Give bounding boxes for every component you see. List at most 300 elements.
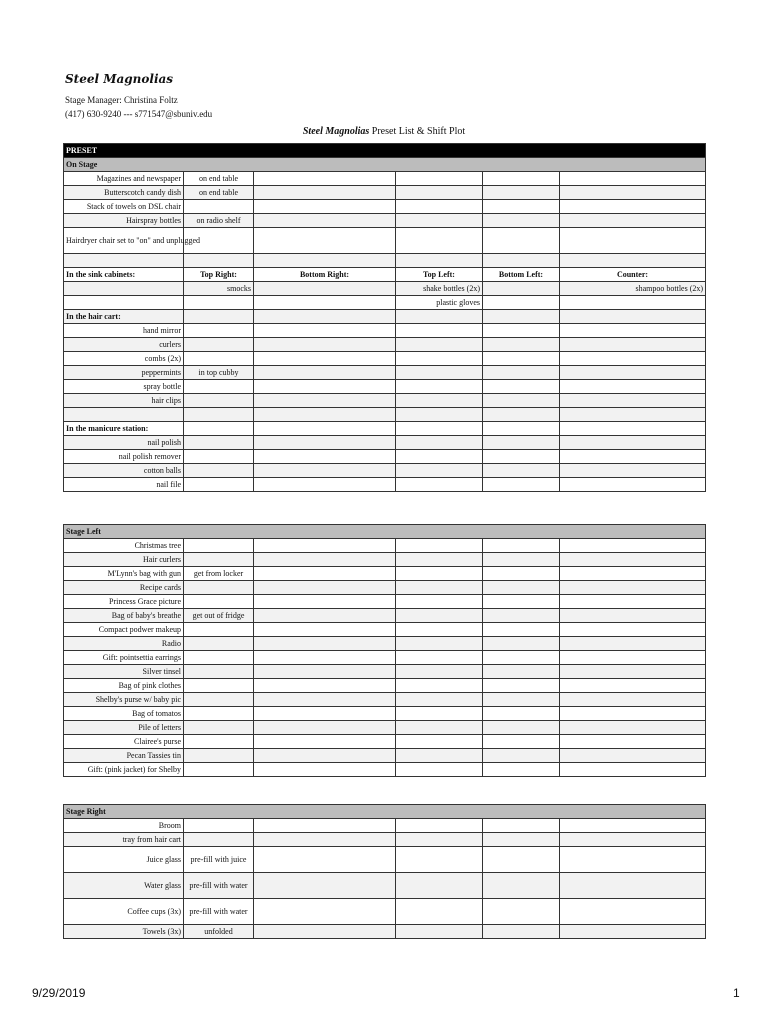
item-name-cell: nail polish remover xyxy=(64,450,184,464)
empty-cell xyxy=(560,749,706,763)
empty-cell xyxy=(396,651,483,665)
item-row xyxy=(64,623,706,637)
empty-cell xyxy=(184,310,254,324)
empty-cell xyxy=(254,464,396,478)
empty-cell xyxy=(560,679,706,693)
empty-cell xyxy=(396,637,483,651)
empty-cell xyxy=(254,651,396,665)
empty-cell xyxy=(254,408,396,422)
preset-header-cell: PRESET xyxy=(64,144,706,158)
empty-cell xyxy=(254,172,396,186)
empty-cell xyxy=(396,567,483,581)
item-name-cell: Water glass xyxy=(64,873,184,899)
empty-cell xyxy=(396,352,483,366)
item-row xyxy=(64,679,706,693)
empty-cell xyxy=(64,296,184,310)
empty-cell xyxy=(483,665,560,679)
empty-cell xyxy=(483,567,560,581)
item-row xyxy=(64,609,706,623)
item-row xyxy=(64,637,706,651)
empty-cell xyxy=(396,380,483,394)
item-row xyxy=(64,186,706,200)
empty-cell xyxy=(396,721,483,735)
item-note-cell: get out of fridge xyxy=(184,609,254,623)
empty-cell xyxy=(483,679,560,693)
item-note-cell xyxy=(184,749,254,763)
empty-row xyxy=(64,408,706,422)
item-name-cell: hand mirror xyxy=(64,324,184,338)
empty-cell xyxy=(483,899,560,925)
item-name-cell: M'Lynn's bag with gun xyxy=(64,567,184,581)
empty-cell xyxy=(396,310,483,324)
empty-cell xyxy=(254,352,396,366)
empty-cell xyxy=(560,763,706,777)
empty-cell xyxy=(396,623,483,637)
item-row xyxy=(64,847,706,873)
empty-cell xyxy=(560,172,706,186)
empty-cell xyxy=(560,310,706,324)
empty-cell xyxy=(396,749,483,763)
empty-cell xyxy=(184,422,254,436)
stage-right-table xyxy=(63,804,706,939)
empty-cell xyxy=(483,539,560,553)
item-note-cell xyxy=(184,200,254,214)
sink-row xyxy=(64,296,706,310)
item-note-cell xyxy=(184,464,254,478)
empty-cell xyxy=(483,873,560,899)
empty-cell xyxy=(254,553,396,567)
empty-cell xyxy=(483,693,560,707)
empty-cell xyxy=(254,478,396,492)
empty-cell xyxy=(560,436,706,450)
sink-cell xyxy=(483,282,560,296)
empty-cell xyxy=(483,172,560,186)
empty-cell xyxy=(483,254,560,268)
item-name-cell: curlers xyxy=(64,338,184,352)
empty-cell xyxy=(560,847,706,873)
item-note-cell xyxy=(184,819,254,833)
item-note-cell xyxy=(184,581,254,595)
empty-cell xyxy=(483,735,560,749)
item-row xyxy=(64,464,706,478)
sink-cell: plastic gloves xyxy=(396,296,483,310)
item-note-cell xyxy=(184,833,254,847)
empty-cell xyxy=(254,693,396,707)
empty-cell xyxy=(560,450,706,464)
item-row xyxy=(64,539,706,553)
item-name-cell: Hairspray bottles xyxy=(64,214,184,228)
stage-manager-line: Stage Manager: Christina Foltz xyxy=(65,95,178,105)
plot-title-script: Steel Magnolias xyxy=(302,126,370,137)
sink-cell: shake bottles (2x) xyxy=(396,282,483,296)
empty-cell xyxy=(483,609,560,623)
empty-cell xyxy=(254,595,396,609)
item-note-cell xyxy=(184,338,254,352)
empty-cell xyxy=(254,735,396,749)
empty-cell xyxy=(396,228,483,254)
sink-label-cell: In the sink cabinets: xyxy=(64,268,184,282)
empty-cell xyxy=(560,623,706,637)
empty-cell xyxy=(560,595,706,609)
empty-cell xyxy=(396,366,483,380)
empty-cell xyxy=(254,228,396,254)
item-name-cell: Coffee cups (3x) xyxy=(64,899,184,925)
stage-left-table xyxy=(63,524,706,777)
empty-cell xyxy=(396,735,483,749)
empty-cell xyxy=(254,567,396,581)
empty-cell xyxy=(483,422,560,436)
item-note-cell: pre-fill with water xyxy=(184,899,254,925)
item-name-cell: Hairdryer chair set to "on" and unplugged xyxy=(64,228,184,254)
item-row xyxy=(64,749,706,763)
empty-cell xyxy=(483,436,560,450)
sink-cell: smocks xyxy=(184,282,254,296)
item-name-cell: Towels (3x) xyxy=(64,925,184,939)
item-name-cell: Shelby's purse w/ baby pic xyxy=(64,693,184,707)
empty-cell xyxy=(396,833,483,847)
item-note-cell xyxy=(184,394,254,408)
group-label-cell: In the manicure station: xyxy=(64,422,184,436)
empty-cell xyxy=(396,450,483,464)
empty-cell xyxy=(254,186,396,200)
item-row xyxy=(64,228,706,254)
empty-cell xyxy=(560,478,706,492)
empty-cell xyxy=(396,200,483,214)
item-row xyxy=(64,478,706,492)
empty-cell xyxy=(560,380,706,394)
item-name-cell: Juice glass xyxy=(64,847,184,873)
empty-cell xyxy=(560,200,706,214)
item-note-cell xyxy=(184,436,254,450)
item-note-cell xyxy=(184,352,254,366)
empty-cell xyxy=(396,707,483,721)
empty-cell xyxy=(254,380,396,394)
empty-cell xyxy=(483,833,560,847)
item-name-cell: Recipe cards xyxy=(64,581,184,595)
empty-cell xyxy=(396,324,483,338)
item-name-cell: Butterscotch candy dish xyxy=(64,186,184,200)
empty-cell xyxy=(560,925,706,939)
footer-date: 9/29/2019 xyxy=(32,986,86,1000)
empty-cell xyxy=(254,324,396,338)
empty-cell xyxy=(254,254,396,268)
item-name-cell: Bag of pink clothes xyxy=(64,679,184,693)
plot-title-rest: Preset List & Shift Plot xyxy=(369,126,466,137)
empty-cell xyxy=(560,254,706,268)
item-name-cell: Radio xyxy=(64,637,184,651)
empty-cell xyxy=(396,214,483,228)
item-name-cell: Gift: pointsettia earrings xyxy=(64,651,184,665)
empty-cell xyxy=(560,873,706,899)
item-note-cell: pre-fill with water xyxy=(184,873,254,899)
empty-cell xyxy=(483,581,560,595)
empty-cell xyxy=(396,478,483,492)
empty-cell xyxy=(483,637,560,651)
on-stage-header-cell: On Stage xyxy=(64,158,706,172)
item-note-cell: on end table xyxy=(184,172,254,186)
item-row xyxy=(64,200,706,214)
empty-cell xyxy=(560,735,706,749)
empty-cell xyxy=(483,214,560,228)
empty-cell xyxy=(560,553,706,567)
footer-page-number: 1 xyxy=(733,986,740,1000)
item-name-cell: combs (2x) xyxy=(64,352,184,366)
item-name-cell: Clairee's purse xyxy=(64,735,184,749)
sink-cell xyxy=(483,296,560,310)
empty-cell xyxy=(483,380,560,394)
empty-cell xyxy=(560,422,706,436)
empty-cell xyxy=(483,707,560,721)
section-header-row xyxy=(64,158,706,172)
empty-cell xyxy=(560,352,706,366)
item-note-cell: on end table xyxy=(184,186,254,200)
item-note-cell xyxy=(184,637,254,651)
empty-cell xyxy=(254,310,396,324)
empty-cell xyxy=(254,581,396,595)
empty-cell xyxy=(396,679,483,693)
sink-column-header: Top Right: xyxy=(184,268,254,282)
empty-cell xyxy=(483,186,560,200)
item-note-cell xyxy=(184,324,254,338)
empty-cell xyxy=(560,464,706,478)
item-name-cell: Gift: (pink jacket) for Shelby xyxy=(64,763,184,777)
empty-cell xyxy=(254,422,396,436)
contact-line: (417) 630-9240 --- s771547@sbuniv.edu xyxy=(65,109,213,119)
empty-cell xyxy=(483,352,560,366)
sink-column-header: Top Left: xyxy=(396,268,483,282)
item-row xyxy=(64,436,706,450)
section-header-row xyxy=(64,805,706,819)
item-name-cell: hair clips xyxy=(64,394,184,408)
empty-cell xyxy=(483,651,560,665)
empty-cell xyxy=(254,338,396,352)
empty-cell xyxy=(483,310,560,324)
empty-cell xyxy=(560,214,706,228)
item-row xyxy=(64,763,706,777)
empty-cell xyxy=(254,539,396,553)
empty-row xyxy=(64,254,706,268)
sink-cell xyxy=(254,296,396,310)
item-note-cell xyxy=(184,478,254,492)
empty-cell xyxy=(396,693,483,707)
empty-cell xyxy=(560,581,706,595)
empty-cell xyxy=(254,623,396,637)
item-row xyxy=(64,665,706,679)
item-note-cell: get from locker xyxy=(184,567,254,581)
sink-cell xyxy=(254,282,396,296)
empty-cell xyxy=(396,581,483,595)
item-row xyxy=(64,651,706,665)
empty-cell xyxy=(184,408,254,422)
empty-cell xyxy=(560,408,706,422)
empty-cell xyxy=(396,186,483,200)
empty-cell xyxy=(254,366,396,380)
section-header-row xyxy=(64,525,706,539)
item-row xyxy=(64,450,706,464)
empty-cell xyxy=(483,324,560,338)
empty-cell xyxy=(483,366,560,380)
group-label-row xyxy=(64,422,706,436)
empty-cell xyxy=(396,819,483,833)
empty-cell xyxy=(483,338,560,352)
empty-cell xyxy=(483,228,560,254)
item-note-cell xyxy=(184,679,254,693)
empty-cell xyxy=(483,749,560,763)
empty-cell xyxy=(483,464,560,478)
item-name-cell: Bag of tomatos xyxy=(64,707,184,721)
empty-cell xyxy=(483,394,560,408)
empty-cell xyxy=(560,186,706,200)
empty-cell xyxy=(396,899,483,925)
empty-cell xyxy=(483,925,560,939)
item-row xyxy=(64,567,706,581)
empty-cell xyxy=(254,436,396,450)
item-note-cell xyxy=(184,735,254,749)
empty-cell xyxy=(254,609,396,623)
empty-cell xyxy=(64,282,184,296)
item-name-cell: Hair curlers xyxy=(64,553,184,567)
empty-cell xyxy=(560,651,706,665)
empty-cell xyxy=(483,819,560,833)
item-row xyxy=(64,899,706,925)
item-name-cell: tray from hair cart xyxy=(64,833,184,847)
empty-cell xyxy=(254,925,396,939)
empty-cell xyxy=(560,833,706,847)
item-row xyxy=(64,352,706,366)
item-note-cell xyxy=(184,539,254,553)
item-note-cell xyxy=(184,553,254,567)
empty-cell xyxy=(254,707,396,721)
empty-cell xyxy=(396,408,483,422)
empty-cell xyxy=(560,819,706,833)
item-note-cell xyxy=(184,707,254,721)
empty-cell xyxy=(254,721,396,735)
stage-right-header-cell: Stage Right xyxy=(64,805,706,819)
empty-cell xyxy=(483,763,560,777)
empty-cell xyxy=(396,665,483,679)
empty-cell xyxy=(254,679,396,693)
item-note-cell xyxy=(184,693,254,707)
empty-cell xyxy=(396,763,483,777)
item-row xyxy=(64,366,706,380)
empty-cell xyxy=(254,819,396,833)
empty-cell xyxy=(396,254,483,268)
empty-cell xyxy=(396,873,483,899)
empty-cell xyxy=(483,847,560,873)
sink-header-row xyxy=(64,268,706,282)
item-name-cell: Compact podwer makeup xyxy=(64,623,184,637)
empty-cell xyxy=(396,925,483,939)
empty-cell xyxy=(560,567,706,581)
preset-table xyxy=(63,143,706,492)
empty-cell xyxy=(560,394,706,408)
empty-cell xyxy=(396,609,483,623)
empty-cell xyxy=(396,172,483,186)
sink-column-header: Bottom Left: xyxy=(483,268,560,282)
item-row xyxy=(64,707,706,721)
sink-row xyxy=(64,282,706,296)
empty-cell xyxy=(396,422,483,436)
item-note-cell: pre-fill with juice xyxy=(184,847,254,873)
item-name-cell: Pecan Tassies tin xyxy=(64,749,184,763)
empty-cell xyxy=(254,873,396,899)
empty-cell xyxy=(184,254,254,268)
empty-cell xyxy=(560,338,706,352)
show-title: Steel Magnolias xyxy=(65,72,174,86)
item-name-cell: Magazines and newspaper xyxy=(64,172,184,186)
item-row xyxy=(64,553,706,567)
item-note-cell: unfolded xyxy=(184,925,254,939)
item-row xyxy=(64,394,706,408)
empty-cell xyxy=(560,609,706,623)
item-row xyxy=(64,380,706,394)
empty-cell xyxy=(396,464,483,478)
sink-column-header: Bottom Right: xyxy=(254,268,396,282)
empty-cell xyxy=(396,394,483,408)
item-name-cell: cotton balls xyxy=(64,464,184,478)
item-name-cell: Broom xyxy=(64,819,184,833)
empty-cell xyxy=(483,450,560,464)
item-row xyxy=(64,693,706,707)
empty-cell xyxy=(483,595,560,609)
item-row xyxy=(64,172,706,186)
empty-cell xyxy=(254,763,396,777)
sink-column-header: Counter: xyxy=(560,268,706,282)
item-name-cell: nail polish xyxy=(64,436,184,450)
item-row xyxy=(64,214,706,228)
item-note-cell xyxy=(184,651,254,665)
item-note-cell xyxy=(184,450,254,464)
empty-cell xyxy=(396,436,483,450)
empty-cell xyxy=(560,539,706,553)
item-row xyxy=(64,721,706,735)
item-name-cell: Silver tinsel xyxy=(64,665,184,679)
stage-left-header-cell: Stage Left xyxy=(64,525,706,539)
item-note-cell: on radio shelf xyxy=(184,214,254,228)
empty-cell xyxy=(560,721,706,735)
item-row xyxy=(64,735,706,749)
empty-cell xyxy=(560,366,706,380)
empty-cell xyxy=(254,200,396,214)
item-note-cell xyxy=(184,595,254,609)
item-name-cell: peppermints xyxy=(64,366,184,380)
item-row xyxy=(64,819,706,833)
empty-cell xyxy=(483,478,560,492)
sink-cell xyxy=(560,296,706,310)
item-name-cell: Pile of letters xyxy=(64,721,184,735)
item-row xyxy=(64,581,706,595)
empty-cell xyxy=(483,553,560,567)
item-row xyxy=(64,338,706,352)
group-label-row xyxy=(64,310,706,324)
empty-cell xyxy=(254,394,396,408)
item-note-cell: in top cubby xyxy=(184,366,254,380)
item-name-cell: spray bottle xyxy=(64,380,184,394)
empty-cell xyxy=(560,324,706,338)
item-note-cell xyxy=(184,665,254,679)
empty-cell xyxy=(560,228,706,254)
item-row xyxy=(64,925,706,939)
empty-cell xyxy=(396,338,483,352)
empty-cell xyxy=(560,693,706,707)
empty-cell xyxy=(254,214,396,228)
empty-cell xyxy=(254,899,396,925)
empty-cell xyxy=(254,637,396,651)
item-row xyxy=(64,595,706,609)
empty-cell xyxy=(396,553,483,567)
empty-cell xyxy=(483,408,560,422)
empty-cell xyxy=(560,665,706,679)
